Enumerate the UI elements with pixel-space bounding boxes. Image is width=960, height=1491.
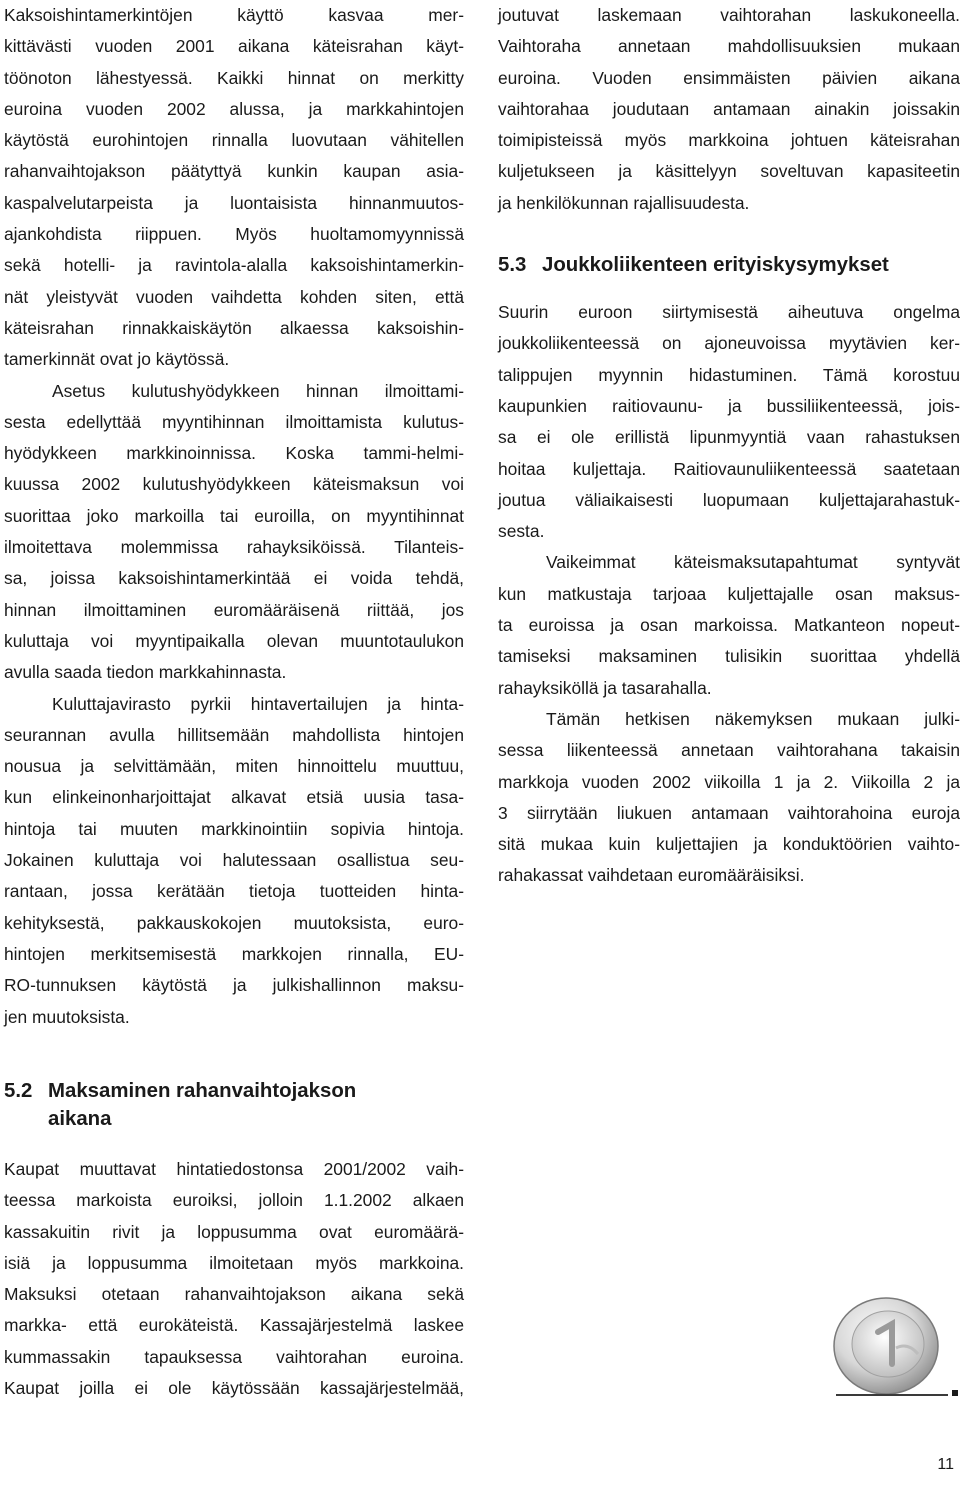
text-line: tamiseksi maksaminen tulisikin suorittaa yhdellä — [498, 646, 960, 667]
text-line: kittävästi vuoden 2001 aikana käteisrahan käyt- — [4, 36, 464, 57]
text-line: rahanvaihtojakson päätyttyä kunkin kaupan asia- — [4, 161, 464, 182]
text-line: kummassakin tapauksessa vaihtorahan euroina. — [4, 1346, 464, 1367]
text-line: Jokainen kuluttaja voi halutessaan osallistua seu- — [4, 850, 464, 871]
text-line: hyödykkeen markkinoinnissa. Koska tammi-helmi- — [4, 443, 464, 464]
text-line: joutuvat laskemaan vaihtorahan laskukoneella. — [498, 5, 960, 25]
text-line: RO-tunnuksen käytöstä ja julkishallinnon maksu- — [4, 975, 464, 996]
text-line: kun matkustaja tarjoaa kuljettajalle osan maksus- — [498, 583, 960, 604]
text-line: Kuluttajavirasto pyrkii hintavertailujen ja hinta- — [52, 693, 464, 714]
text-line: seurannan avulla hillitsemään mahdollista hintojen — [4, 724, 464, 745]
text-line: joutua väliaikaisesti luopumaan kuljettajarahastuk- — [498, 489, 960, 510]
one-euro-coin-icon — [826, 1288, 960, 1405]
text-line: sekä hotelli- ja ravintola-alalla kaksoishintamerkin- — [4, 255, 464, 276]
text-line: käytöstä eurohintojen rinnalla luovutaan vähitellen — [4, 130, 464, 151]
text-line: kun elinkeinonharjoittajat alkavat etsiä uusia tasa- — [4, 787, 464, 808]
section-5-3-heading — [498, 251, 960, 279]
text-line: ajankohdista riippuen. Myös huoltamomyynnissä — [4, 224, 464, 245]
text-line: rahakassat vaihdetaan euromääräisiksi. — [498, 865, 805, 886]
section-5-2-body — [4, 1154, 464, 1404]
text-line: isiä ja loppusumma ilmoitetaan myös markkoina. — [4, 1252, 464, 1273]
text-line: 3 siirrytään liukuen antamaan vaihtorahoina euroja — [498, 802, 960, 823]
section-number: 5.3 — [498, 254, 527, 277]
text-line: käteisrahan rinnakkaiskäytön alkaessa kaksoishin- — [4, 317, 464, 338]
text-line: rantaan, jossa kerätään tietoja tuotteiden hinta- — [4, 881, 464, 902]
text-line: Vaihtoraha annetaan mahdollisuuksien mukaan — [498, 36, 960, 57]
text-line: markka- että eurokäteistä. Kassajärjestelmä laskee — [4, 1315, 464, 1336]
text-line: kassakuitin rivit ja loppusumma ovat euromäärä- — [4, 1221, 464, 1242]
text-line: tamerkinnät ovat jo käytössä. — [4, 349, 230, 370]
section-title: Joukkoliikenteen erityiskysymykset — [542, 254, 889, 277]
text-line: hintoja tai muuten markkinointiin sopivia hintoja. — [4, 818, 464, 839]
text-line: avulla saada tiedon markkahinnasta. — [4, 662, 287, 683]
text-line: Asetus kulutushyödykkeen hinnan ilmoittami- — [52, 380, 464, 401]
text-line: ilmoitettava molemmissa rahayksiköissä. Tilanteis- — [4, 537, 464, 558]
text-line: rahayksiköllä ja tasarahalla. — [498, 677, 712, 698]
right-column — [498, 0, 960, 892]
text-line: sesta. — [498, 521, 545, 542]
section-5-3-body — [498, 297, 960, 892]
text-line: vaihtorahaa joudutaan antamaan ainakin joissakin — [498, 98, 960, 119]
section-5-2-heading — [4, 1077, 356, 1133]
text-line: nousua ja selvittämään, miten hinnoittelu muuttuu, — [4, 756, 464, 777]
section-number: 5.2 — [4, 1080, 33, 1102]
text-line: jen muutoksista. — [4, 1006, 130, 1027]
text-line: teessa markoista euroiksi, jolloin 1.1.2002 alkaen — [4, 1190, 464, 1211]
text-line: euroina. Vuoden ensimmäisten päivien aikana — [498, 67, 960, 88]
text-line: Maksuksi otetaan rahanvaihtojakson aikana sekä — [4, 1284, 464, 1305]
text-line: Vaikeimmat käteismaksutapahtumat syntyvät — [546, 552, 960, 573]
text-line: ja henkilökunnan rajallisuudesta. — [498, 192, 750, 213]
page-number: 11 — [937, 1456, 954, 1473]
section-title-line2: aikana — [48, 1108, 112, 1130]
text-line: Kaupat muuttavat hintatiedostonsa 2001/2002 vaih- — [4, 1159, 464, 1179]
text-line: toimipisteissä myös markkoina johtuen käteisrahan — [498, 130, 960, 151]
text-line: euroina vuoden 2002 alussa, ja markkahintojen — [4, 98, 464, 119]
text-line: kuljetukseen ja käsittelyyn soveltuvan kapasiteetin — [498, 161, 960, 182]
text-line: hoitaa kuljettaja. Raitiovaunuliikenteessä saatetaan — [498, 458, 960, 479]
text-line: sesta edellyttää myyntihinnan ilmoittamista kulutus- — [4, 411, 464, 432]
text-line: töönoton lähestyessä. Kaikki hinnat on merkitty — [4, 67, 464, 88]
text-line: hinnan ilmoittaminen euromääräisenä riittää, jos — [4, 599, 464, 620]
section-title-line1: Maksaminen rahanvaihtojakson — [48, 1080, 357, 1102]
text-line: ta euroissa ja osan markoissa. Matkanteon nopeut- — [498, 615, 960, 636]
text-line: joukkoliikenteessä on ajoneuvoissa myytävien ker- — [498, 333, 960, 354]
text-line: kaspalvelutarpeista ja luontaisista hinnanmuutos- — [4, 192, 464, 213]
text-line: kuussa 2002 kulutushyödykkeen käteismaksun voi — [4, 474, 464, 495]
text-line: Tämän hetkisen näkemyksen mukaan julki- — [546, 708, 960, 729]
text-line: sessa liikenteessä annetaan vaihtorahana takaisin — [498, 740, 960, 761]
text-line: markkoja vuoden 2002 viikoilla 1 ja 2. Viikoilla 2 ja — [498, 771, 960, 792]
text-line: suorittaa joko markoilla tai euroilla, on myyntihinnat — [4, 505, 464, 526]
text-line: kuluttaja voi myyntipaikalla olevan muuntotaulukon — [4, 630, 464, 651]
text-line: kaupunkien raitiovaunu- ja bussiliikenteessä, jois- — [498, 395, 960, 416]
text-line: Kaupat joilla ei ole käytössään kassajärjestelmää, — [4, 1378, 464, 1399]
text-line: nät yleistyvät vuoden vaihdetta kohden siten, että — [4, 286, 464, 307]
text-line: Kaksoishintamerkintöjen käyttö kasvaa mer- — [4, 5, 464, 25]
right-paragraph-1 — [498, 0, 960, 219]
text-line: sitä mukaa kuin kuljettajien ja konduktöörien vaihto- — [498, 834, 960, 855]
text-line: hintojen merkitsemisestä markkojen rinnalla, EU- — [4, 943, 464, 964]
text-line: sa, joissa kaksoishintamerkintää ei voida tehdä, — [4, 568, 464, 589]
text-line: sa ei ole erillistä lipunmyyntiä vaan rahastuksen — [498, 427, 960, 448]
text-line: kehityksestä, pakkauskokojen muutoksista, euro- — [4, 912, 464, 933]
left-column — [4, 0, 464, 1033]
text-line: Suurin euroon siirtymisestä aiheutuva ongelma — [498, 302, 960, 323]
text-line: talippujen myynnin hidastuminen. Tämä korostuu — [498, 364, 960, 385]
